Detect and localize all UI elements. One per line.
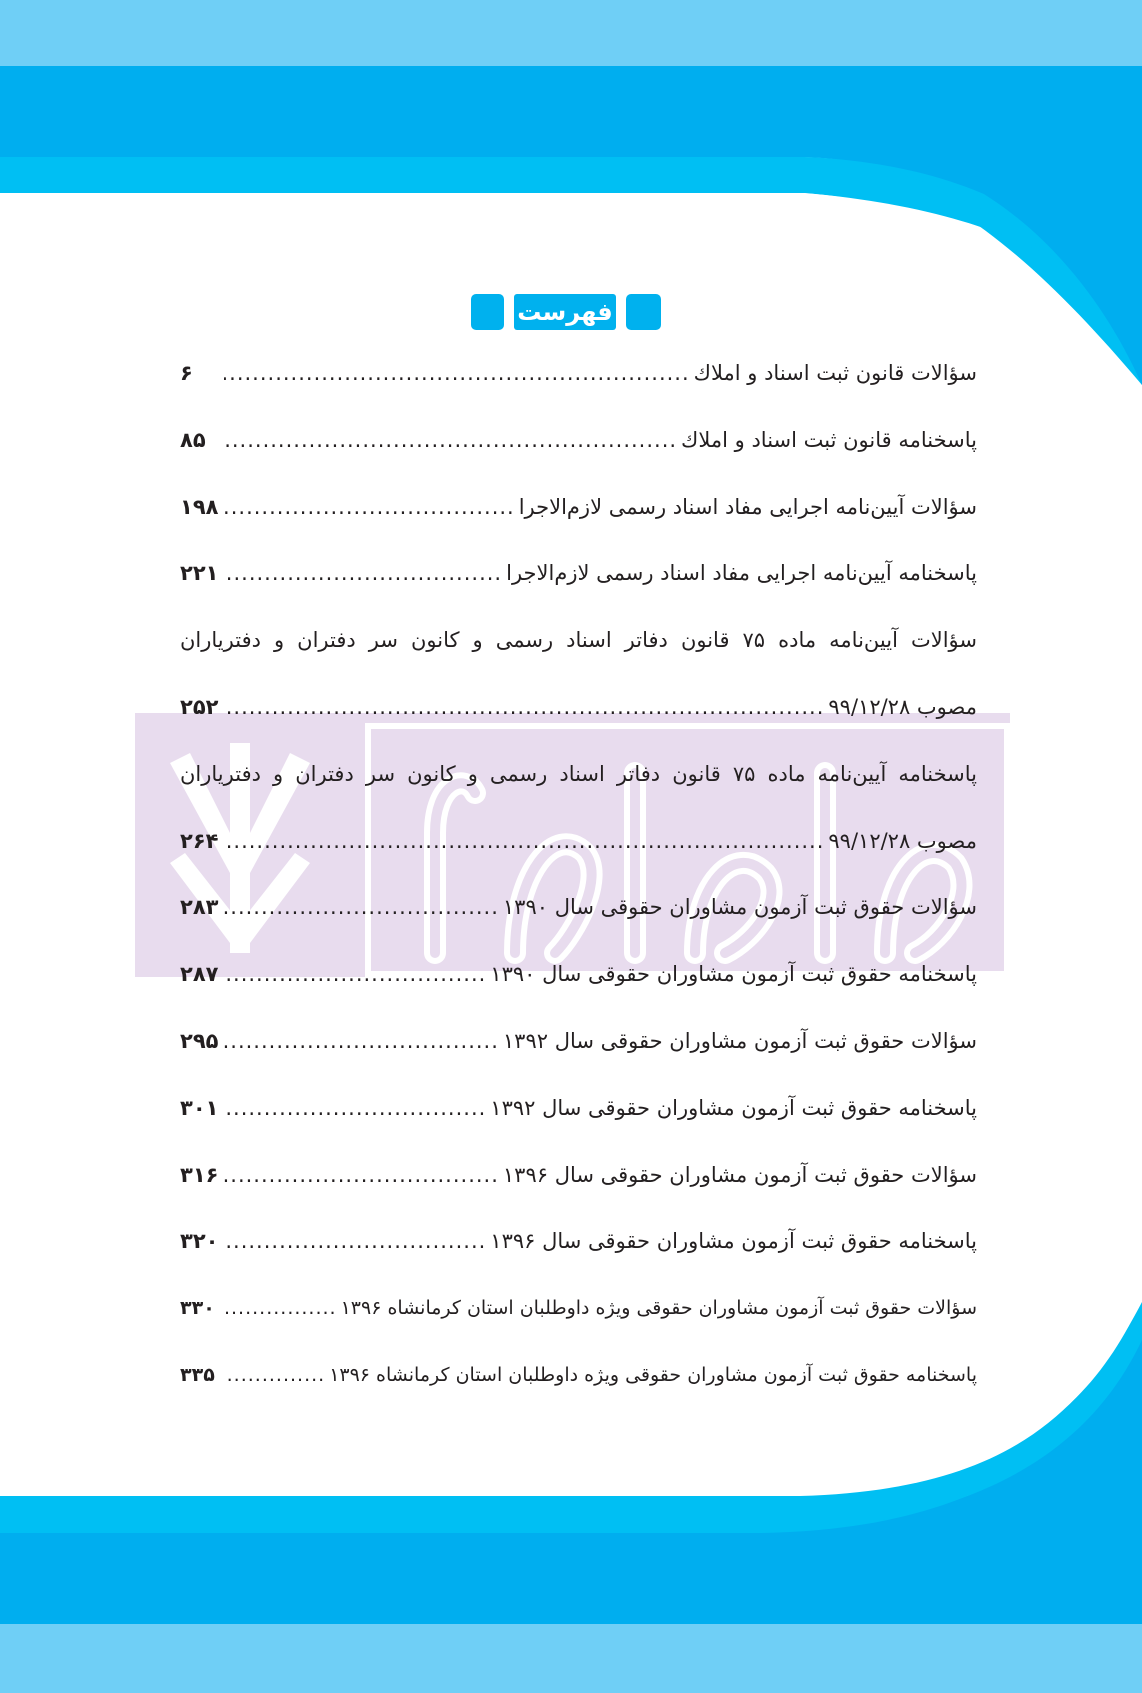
toc-entry-second-line[interactable] xyxy=(180,692,977,759)
toc-entry-second-line[interactable] xyxy=(180,826,977,893)
dot-leader xyxy=(224,692,824,722)
dot-leader xyxy=(224,558,502,588)
toc-entry[interactable] xyxy=(180,558,977,625)
toc-entry-title: مصوب ۹۹/۱۲/۲۸ xyxy=(828,828,977,853)
dot-leader xyxy=(224,1160,499,1190)
toc-entry-title: سؤالات قانون ثبت اسناد و املاك xyxy=(693,361,977,385)
table-of-contents xyxy=(180,358,977,1427)
toc-entry[interactable] xyxy=(180,1293,977,1360)
header-decor-box-left xyxy=(471,294,504,330)
dot-leader xyxy=(224,892,499,922)
toc-entry-page: ۲۹۵ xyxy=(180,1028,219,1053)
toc-entry[interactable] xyxy=(180,892,977,959)
toc-entry-page: ۳۳۵ xyxy=(180,1363,215,1386)
toc-entry-title: پاسخنامه حقوق ثبت آزمون مشاوران حقوقی سال ۱۳۹۲ xyxy=(490,1095,977,1120)
toc-entry-page: ۳۳۰ xyxy=(180,1297,215,1320)
dot-leader xyxy=(224,1293,337,1323)
toc-entry[interactable] xyxy=(180,1160,977,1227)
toc-entry-title: مصوب ۹۹/۱۲/۲۸ xyxy=(828,694,977,719)
toc-entry-title: سؤالات حقوق ثبت آزمون مشاوران حقوقی سال ۱۳۹۰ xyxy=(502,895,977,920)
toc-entry-title: پاسخنامه حقوق ثبت آزمون مشاوران حقوقی سال ۱۳۹۶ xyxy=(490,1229,977,1254)
toc-entry[interactable] xyxy=(180,1226,977,1293)
toc-entry-page: ۳۰۱ xyxy=(180,1095,219,1120)
toc-entry-page: ۲۸۷ xyxy=(180,962,219,987)
dot-leader xyxy=(224,826,824,856)
toc-entry-page: ۳۲۰ xyxy=(180,1229,219,1254)
dot-leader xyxy=(224,358,690,388)
toc-entry-first-line[interactable] xyxy=(180,759,977,826)
toc-entry-title: پاسخنامه قانون ثبت اسناد و املاك xyxy=(681,427,977,452)
dot-leader xyxy=(224,959,486,989)
toc-entry[interactable] xyxy=(180,1093,977,1160)
toc-entry-title: پاسخنامه آیین‌نامه اجرایی مفاد اسناد رسمی لازم‌الاجرا xyxy=(506,561,977,586)
toc-entry-title: سؤالات حقوق ثبت آزمون مشاوران حقوقی سال ۱۳۹۶ xyxy=(502,1162,977,1187)
toc-entry-page: ۲۸۳ xyxy=(180,895,219,920)
toc-entry[interactable] xyxy=(180,959,977,1026)
toc-entry-first-line[interactable] xyxy=(180,625,977,692)
header-decor-box-right xyxy=(626,294,661,330)
toc-entry[interactable] xyxy=(180,492,977,559)
toc-entry-title: سؤالات آیین‌نامه ماده ۷۵ قانون دفاتر اسناد رسمی و کانون سر دفتران و دفتریاران xyxy=(180,628,977,653)
toc-entry-page: ۶ xyxy=(180,361,193,385)
toc-title: فهرست xyxy=(514,294,616,330)
toc-entry-page: ۲۵۲ xyxy=(180,694,219,719)
toc-entry[interactable] xyxy=(180,1026,977,1093)
toc-entry-page: ۲۲۱ xyxy=(180,561,219,586)
toc-entry-page: ۱۹۸ xyxy=(180,494,219,519)
toc-entry-title: سؤالات آیین‌نامه اجرایی مفاد اسناد رسمی لازم‌الاجرا xyxy=(518,494,977,519)
dot-leader xyxy=(224,1093,486,1123)
toc-entry-page: ۲۶۴ xyxy=(180,828,219,853)
dot-leader xyxy=(224,1226,486,1256)
dot-leader xyxy=(224,1026,499,1056)
toc-entry[interactable] xyxy=(180,1360,977,1427)
toc-entry-title: پاسخنامه حقوق ثبت آزمون مشاوران حقوقی ویژه داوطلبان استان کرمانشاه ۱۳۹۶ xyxy=(329,1363,977,1386)
dot-leader xyxy=(224,492,515,522)
toc-entry-title: سؤالات حقوق ثبت آزمون مشاوران حقوقی ویژه داوطلبان استان کرمانشاه ۱۳۹۶ xyxy=(340,1297,977,1320)
toc-header xyxy=(471,294,661,330)
toc-entry[interactable] xyxy=(180,358,977,425)
toc-entry-page: ۸۵ xyxy=(180,427,206,452)
dot-leader xyxy=(224,1360,325,1390)
toc-entry-title: سؤالات حقوق ثبت آزمون مشاوران حقوقی سال ۱۳۹۲ xyxy=(502,1028,977,1053)
toc-entry-title: پاسخنامه آیین‌نامه ماده ۷۵ قانون دفاتر اسناد رسمی و کانون سر دفتران و دفتریاران xyxy=(180,761,977,786)
toc-entry-page: ۳۱۶ xyxy=(180,1162,219,1187)
toc-entry[interactable] xyxy=(180,425,977,492)
dot-leader xyxy=(224,425,677,455)
toc-entry-title: پاسخنامه حقوق ثبت آزمون مشاوران حقوقی سال ۱۳۹۰ xyxy=(490,962,977,987)
